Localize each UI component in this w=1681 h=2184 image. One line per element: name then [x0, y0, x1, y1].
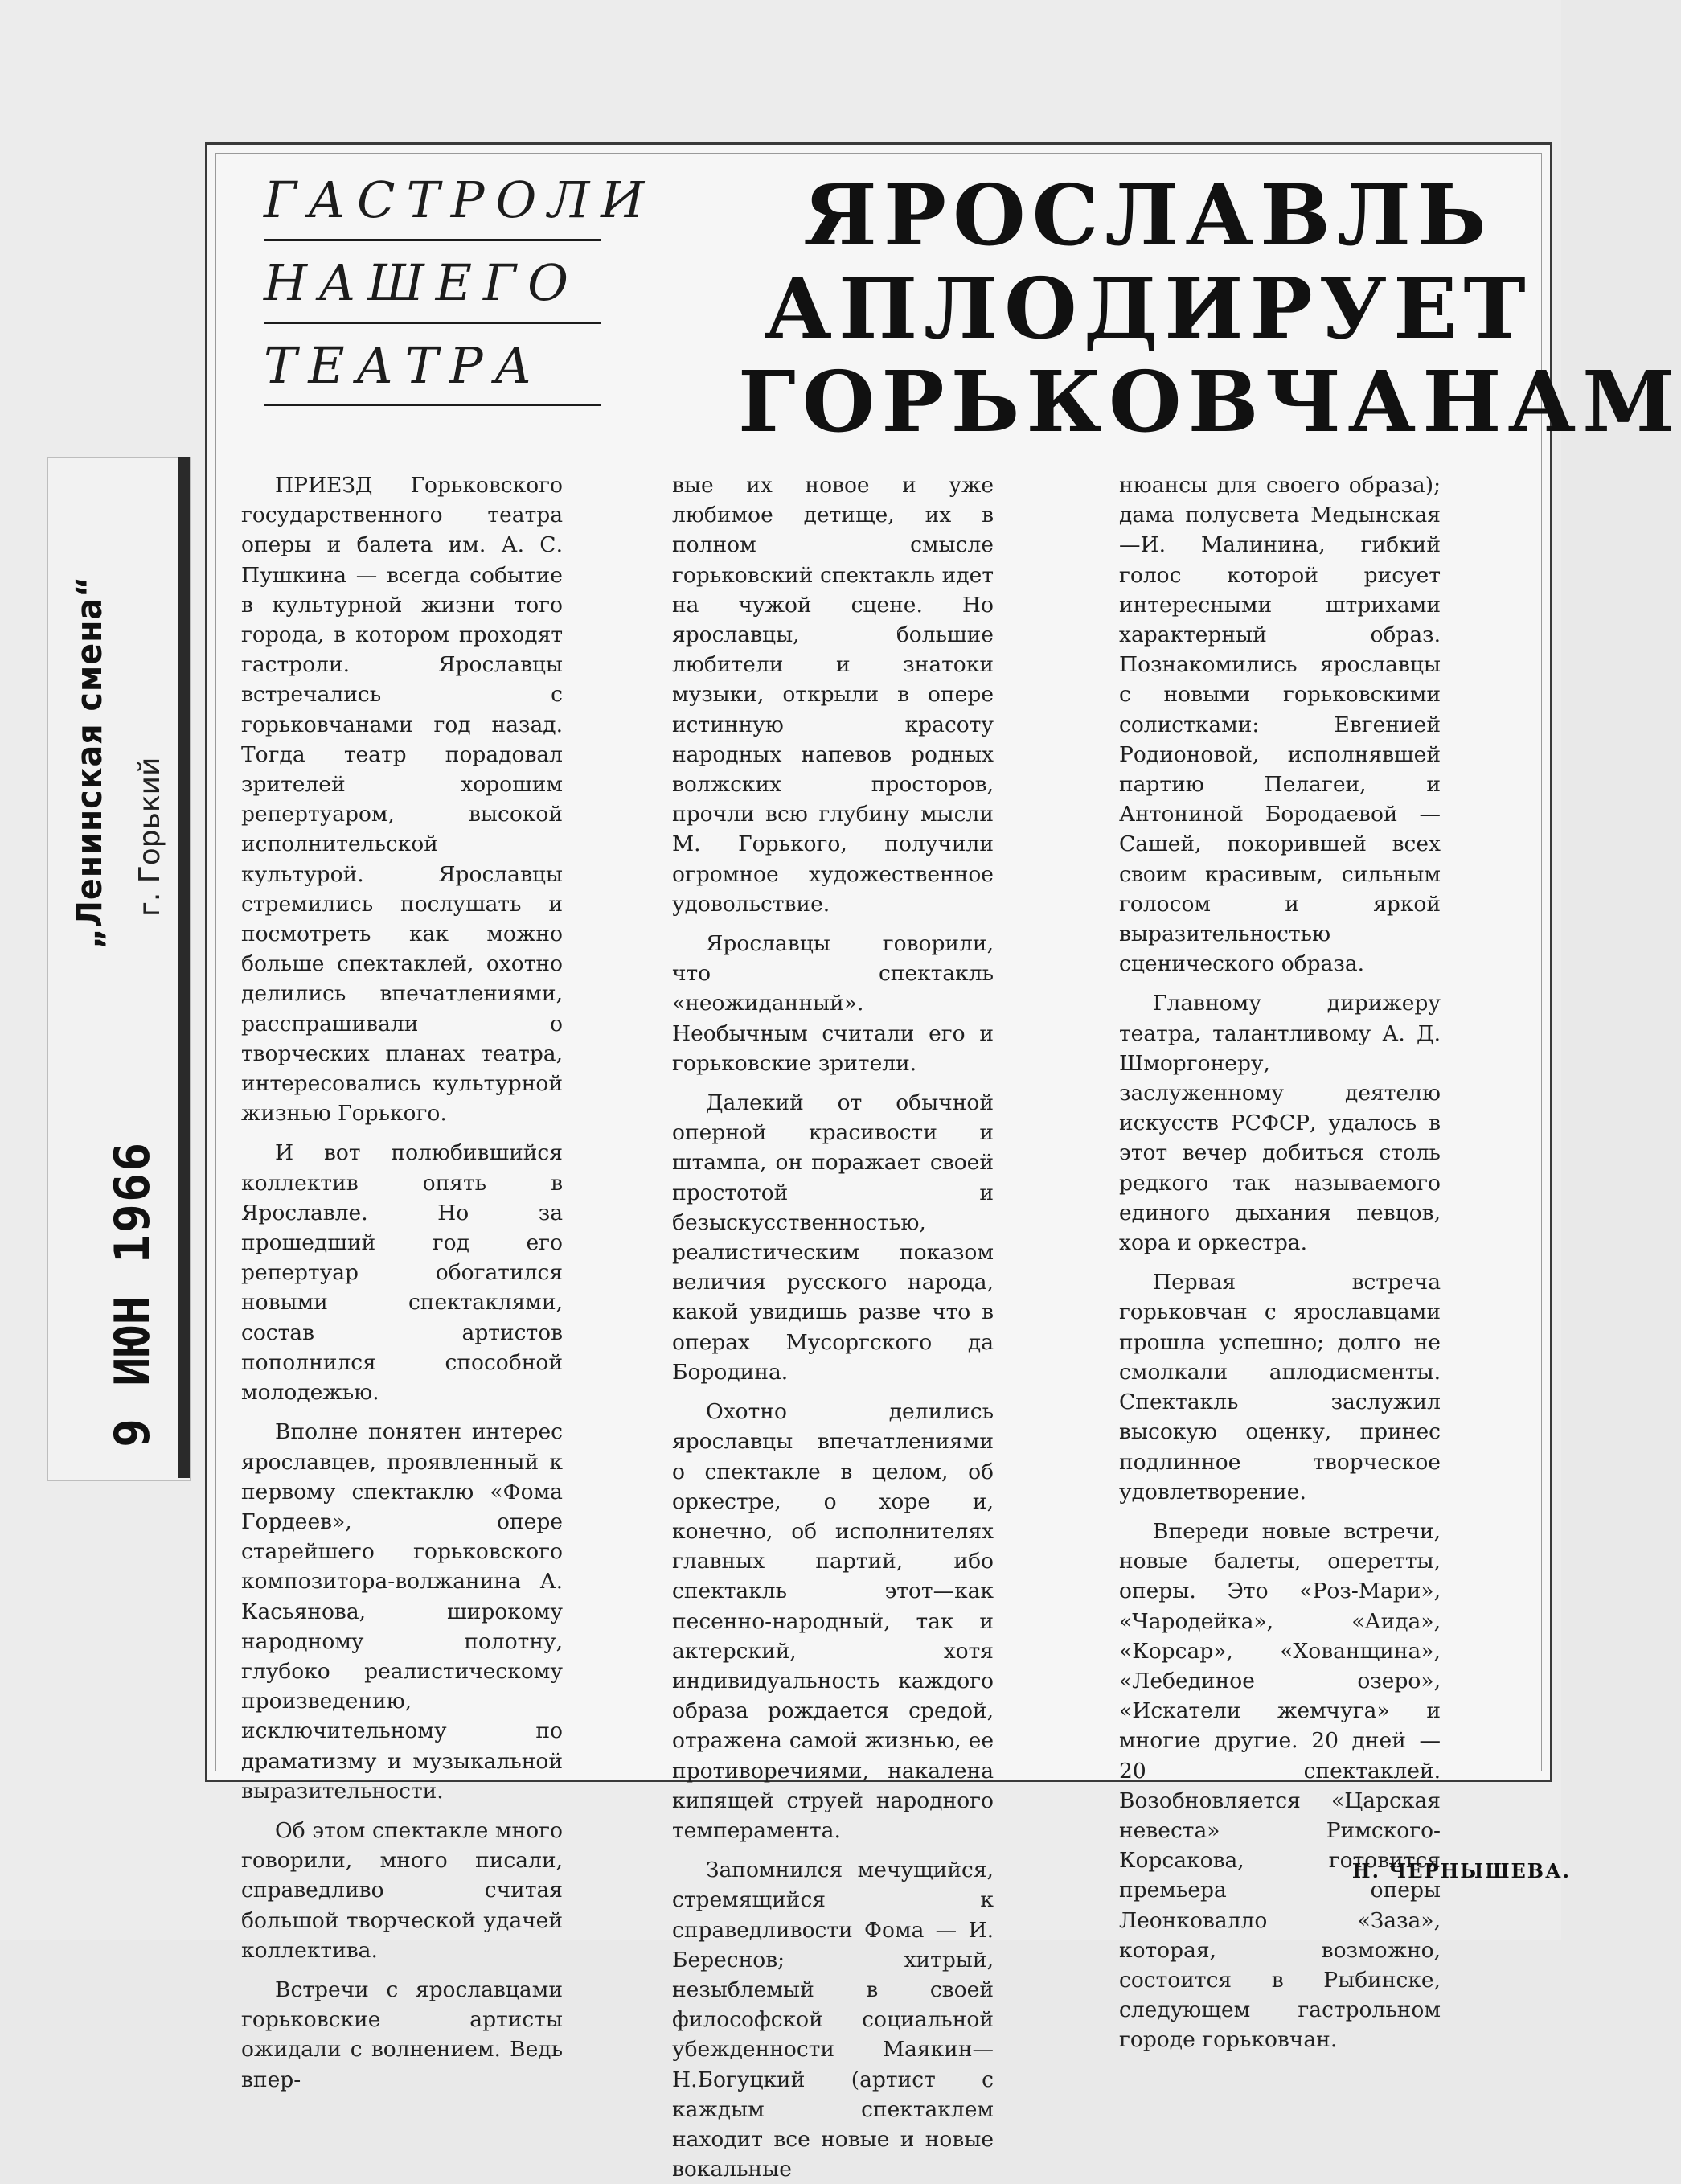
- article-paragraph: Впереди новые встречи, новые балеты, оперетты, оперы. Это «Роз-Мари», «Чародейка», «Аида», «Корсар», «Хованщина», «Лебединое озеро», «Искатели жемчуга» и многие другие. 20 дней — 20 спектаклей. Возобновляется «Царская невеста» Римского-Корсакова, готовится премьера оперы Леонковалло «Заза», которая, возможно, состоится в Рыбинске, следующем гастрольном городе горьковчан.: [1119, 1518, 1441, 2053]
- article-paragraph: ПРИЕЗД Горьковского государственного театра оперы и балета им. А. С. Пушкина — всегда событие в культурной жизни того города, в котором проходят гастроли. Ярославцы встречались с горьковчанами год назад. Тогда театр порадовал зрителей хорошим репертуаром, высокой исполнительской культурой. Ярославцы стремились послушать и посмотреть как можно больше спектаклей, охотно делились впечатлениями, расспрашивали о творческих планах театра, интересовались культурной жизнью Горького.: [241, 473, 563, 1127]
- rubric-rule: [264, 322, 601, 324]
- rubric-rule: [264, 239, 601, 241]
- article-column-1: [241, 470, 563, 2095]
- article-column-3: [1119, 470, 1441, 2055]
- article-paragraph: И вот полюбившийся коллектив опять в Ярославле. Но за прошедший год его репертуар обогатился новыми спектаклями, состав артистов пополнился способной молодежью.: [241, 1140, 563, 1406]
- rubric-rule: [264, 404, 601, 406]
- source-newspaper: „Ленинская смена“: [69, 575, 110, 949]
- article-paragraph: Вполне понятен интерес ярославцев, проявленный к первому спектаклю «Фома Гордеев», опере старейшего горьковского композитора-волжанина А. Касьянова, широкому народному полотну, глубоко реалистическому произведению, исключительному по драматизму и музыкальной выразительности.: [241, 1419, 563, 1804]
- headline-line-3: ГОРЬКОВЧАНАМ: [738, 352, 1681, 451]
- rubric-line-3: ТЕАТРА: [264, 336, 543, 395]
- headline-line-1: ЯРОСЛАВЛЬ: [803, 166, 1493, 265]
- newspaper-clipping: [205, 142, 1681, 2182]
- article-paragraph: нюансы для своего образа); дама полусвета Медынская—И. Малинина, гибкий голос которой рисует интересными штрихами характерный образ. Познакомились ярославцы с новыми горьковскими солистками: Евгенией Родионовой, исполнявшей партию Пелагеи, и Антониной Бородаевой — Сашей, покорившей всех своим красивым, сильным голосом и яркой выразительностью сценического образа.: [1119, 473, 1441, 977]
- article-paragraph: Далекий от обычной оперной красивости и штампа, он поражает своей простотой и безыскусственностью, реалистическим показом величия русского народа, какой увидишь разве что в операх Мусоргского да Бородина.: [672, 1090, 994, 1385]
- article-paragraph: Встречи с ярославцами горьковские артисты ожидали с волнением. Ведь впер-: [241, 1977, 563, 2092]
- source-label-strip: [47, 457, 191, 1481]
- source-date: 9 ИЮН 1966: [105, 1140, 161, 1447]
- source-label-text: [48, 458, 190, 1480]
- article-paragraph: Охотно делились ярославцы впечатлениями о спектакле в целом, об оркестре, о хоре и, конечно, об исполнителях главных партий, ибо спектакль этот—как песенно-народный, так и актерский, хотя индивидуальность каждого образа рождается средой, отражена самой жизнью, ее противоречиями, накалена кипящей струей народного темперамента.: [672, 1399, 994, 1843]
- rubric-line-2: НАШЕГО: [264, 253, 580, 312]
- rubric-line-1: ГАСТРОЛИ: [264, 170, 656, 229]
- article-column-2: [672, 470, 994, 2184]
- article-paragraph: Об этом спектакле много говорили, много писали, справедливо считая большой творческой удачей коллектива.: [241, 1817, 563, 1963]
- article-paragraph: Ярославцы говорили, что спектакль «неожиданный». Необычным считали его и горьковские зрители.: [672, 931, 994, 1076]
- article-paragraph: вые их новое и уже любимое детище, их в полном смысле горьковский спектакль идет на чужой сцене. Но ярославцы, большие любители и знатоки музыки, открыли в опере истинную красоту народных напевов родных волжских просторов, прочли всю глубину мысли М. Горького, получили огромное художественное удовольствие.: [672, 473, 994, 917]
- source-city: г. Горький: [133, 757, 166, 917]
- article-paragraph: Запомнился мечущийся, стремящийся к справедливости Фома — И. Береснов; хитрый, незыблемый в своей философской социальной убежденности Маякин—Н.Богуцкий (артист с каждым спектаклем находит все новые и новые вокальные: [672, 1858, 994, 2182]
- strip-edge: [178, 457, 190, 1478]
- article-paragraph: Главному дирижеру театра, талантливому А. Д. Шморгонеру, заслуженному деятелю искусств РСФСР, удалось в этот вечер добиться столь редкого так называемого единого дыхания певцов, хора и оркестра.: [1119, 991, 1441, 1256]
- author-signature: Н. ЧЕРНЫШЕВА.: [1351, 1859, 1571, 1882]
- article-paragraph: Первая встреча горьковчан с ярославцами прошла успешно; долго не смолкали аплодисменты. Спектакль заслужил высокую оценку, принес подлинное творческое удовлетворение.: [1119, 1270, 1441, 1505]
- headline-line-2: АПЛОДИРУЕТ: [764, 259, 1532, 358]
